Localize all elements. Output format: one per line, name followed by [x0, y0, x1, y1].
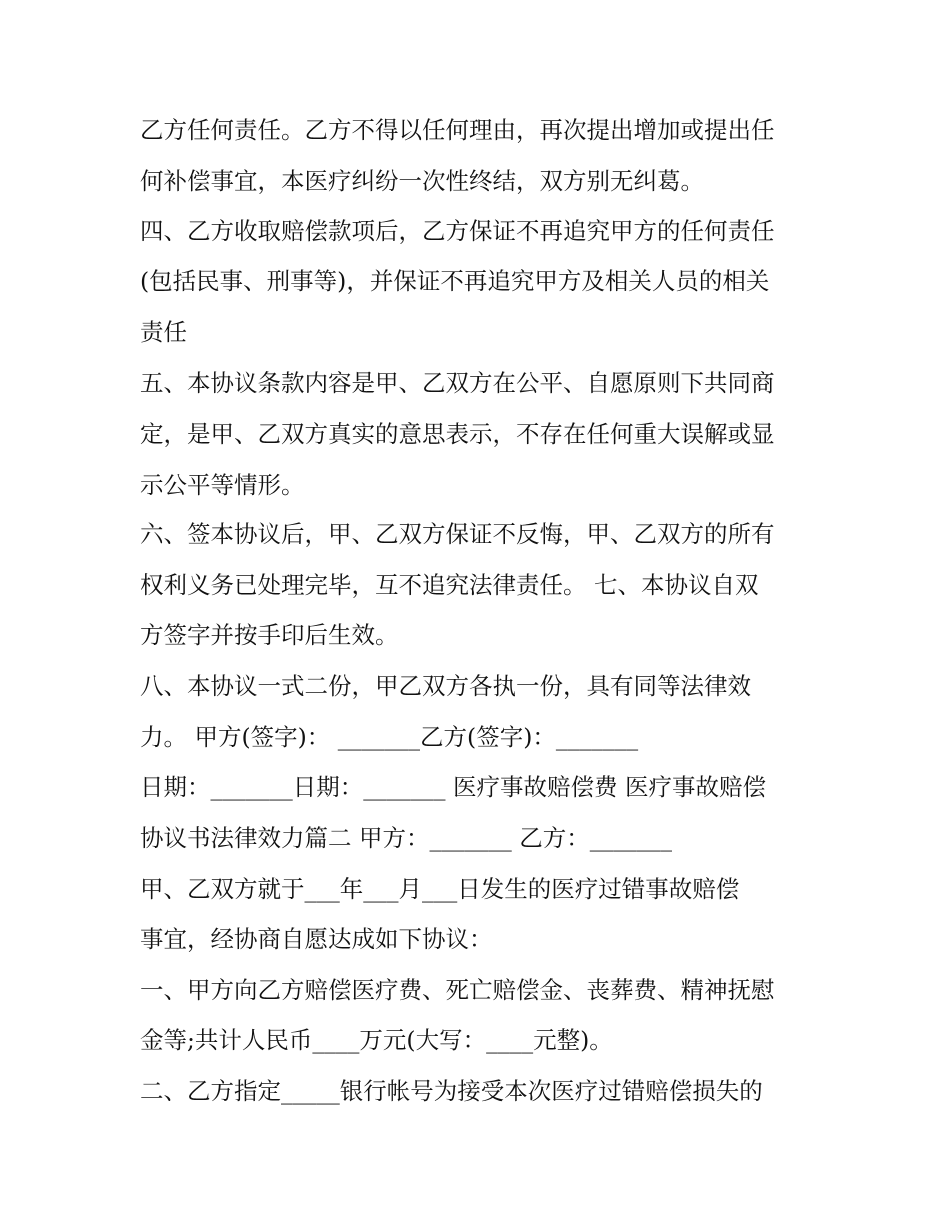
text-line: 乙方任何责任。乙方不得以任何理由，再次提出增加或提出任	[140, 116, 775, 144]
text-line: 权利义务已处理完毕，互不追究法律责任。 七、本协议自双	[140, 571, 759, 599]
text-line: 协议书法律效力篇二 甲方：_______ 乙方：_______	[140, 824, 672, 852]
text-line: 八、本协议一式二份，甲乙双方各执一份，具有同等法律效	[140, 672, 751, 700]
text-line: 金等;共计人民币____万元(大写：____元整)。	[140, 1026, 613, 1054]
text-line: 定，是甲、乙双方真实的意思表示，不存在任何重大误解或显	[140, 420, 775, 448]
text-line: 甲、乙双方就于___年___月___日发生的医疗过错事故赔偿	[140, 875, 740, 903]
text-line: 四、乙方收取赔偿款项后，乙方保证不再追究甲方的任何责任	[140, 217, 775, 245]
text-line: 方签字并按手印后生效。	[140, 621, 399, 649]
text-line: 一、甲方向乙方赔偿医疗费、死亡赔偿金、丧葬费、精神抚慰	[140, 976, 775, 1004]
text-line: 责任	[140, 318, 187, 346]
text-line: 二、乙方指定_____银行帐号为接受本次医疗过错赔偿损失的	[140, 1077, 763, 1105]
signature-line: 力。 甲方(签字)： _______乙方(签字)：_______	[140, 723, 639, 751]
text-line: 示公平等情形。	[140, 471, 305, 499]
text-line: 事宜，经协商自愿达成如下协议：	[140, 925, 493, 953]
text-line: 五、本协议条款内容是甲、乙双方在公平、自愿原则下共同商	[140, 369, 775, 397]
date-line: 日期：_______日期：_______ 医疗事故赔偿费 医疗事故赔偿	[140, 773, 766, 801]
text-line: 六、签本协议后，甲、乙双方保证不反悔，甲、乙双方的所有	[140, 520, 775, 548]
text-line: (包括民事、刑事等)，并保证不再追究甲方及相关人员的相关	[140, 267, 770, 295]
text-line: 何补偿事宜，本医疗纠纷一次性终结，双方别无纠葛。	[140, 167, 704, 195]
